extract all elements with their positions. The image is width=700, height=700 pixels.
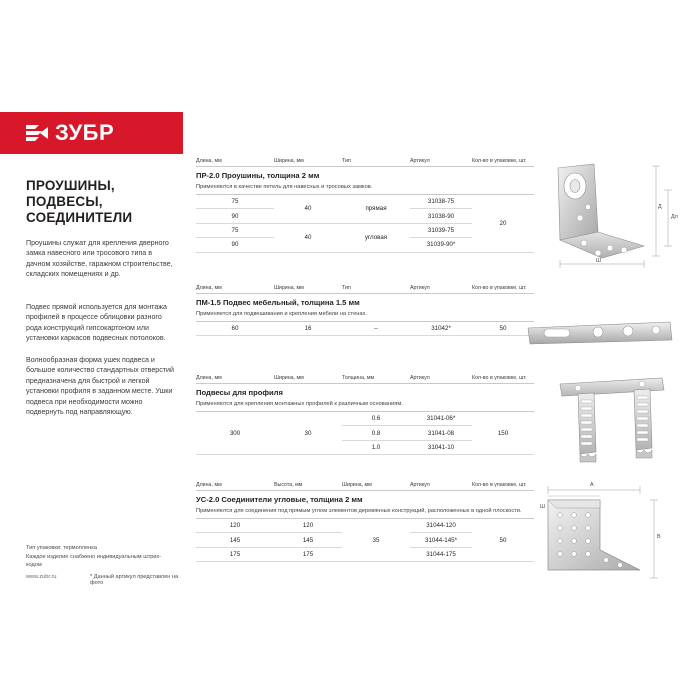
cell-thickness: 0.6 bbox=[342, 412, 410, 426]
cell-height: 175 bbox=[274, 547, 342, 561]
zubr-arrow-icon bbox=[26, 123, 48, 143]
cell-article: 31044-175 bbox=[410, 547, 472, 561]
intro-paragraph-1: Проушины служат для крепления дверного замка навесного или тросового типа в дачном хозяйстве, гаражном строительстве, складских помещениях и др. bbox=[26, 239, 173, 279]
spec-table bbox=[196, 321, 534, 336]
table-row bbox=[196, 322, 534, 336]
cell-length: 300 bbox=[196, 412, 274, 455]
block-title: Подвесы для профиля bbox=[196, 388, 283, 397]
col-thickness: Толщина, мм bbox=[342, 375, 375, 381]
product-block-pr20 bbox=[196, 158, 534, 253]
block-subtitle: Применяется для подвешивания и крепления мебели на стенах. bbox=[196, 311, 367, 317]
page-title-line-2: ПОДВЕСЫ, bbox=[26, 194, 103, 209]
spec-table bbox=[196, 411, 534, 455]
cell-article: 31038-75 bbox=[410, 195, 472, 209]
dim-label-height: Дл bbox=[671, 214, 678, 220]
website-link[interactable]: www.zubr.ru bbox=[26, 574, 57, 580]
spec-table bbox=[196, 194, 534, 253]
cell-article: 31038-90 bbox=[410, 209, 472, 223]
brand-band bbox=[0, 112, 183, 154]
cell-length: 75 bbox=[196, 223, 274, 237]
dim-label-v: В bbox=[657, 534, 661, 540]
col-qty: Кол-во в упаковке, шт. bbox=[472, 482, 527, 488]
left-column bbox=[0, 112, 183, 590]
cell-article: 31041-06* bbox=[410, 412, 472, 426]
block-title: ПМ-1.5 Подвес мебельный, толщина 1.5 мм bbox=[196, 298, 360, 307]
cell-thickness: 0.8 bbox=[342, 426, 410, 440]
cell-article: 31044-120 bbox=[410, 519, 472, 533]
col-article: Артикул bbox=[410, 158, 430, 164]
cell-length: 60 bbox=[196, 322, 274, 336]
angle-connector-photo bbox=[528, 482, 688, 587]
cell-article: 31039-90* bbox=[410, 238, 472, 252]
col-article: Артикул bbox=[410, 375, 430, 381]
col-article: Артикул bbox=[410, 285, 430, 291]
dim-label-sh: Ш bbox=[540, 504, 545, 510]
cell-type: прямая bbox=[342, 195, 410, 224]
product-block-pm15 bbox=[196, 285, 534, 336]
cell-article: 31041-10 bbox=[410, 440, 472, 454]
col-width: Ширина, мм bbox=[274, 375, 304, 381]
cell-article: 31042* bbox=[410, 322, 472, 336]
col-width: Ширина, мм bbox=[342, 482, 372, 488]
cell-qty: 50 bbox=[472, 519, 534, 562]
page-title bbox=[26, 178, 176, 226]
dim-label-a: А bbox=[590, 482, 594, 488]
intro-paragraph-2: Подвес прямой используется для монтажа профилей в процессе облицовки разного рода конструкций гипсокартоном или установки каркасов подвесных потолоков. bbox=[26, 303, 167, 343]
col-height: Высота, мм bbox=[274, 482, 303, 488]
col-article: Артикул bbox=[410, 482, 430, 488]
cell-type: угловая bbox=[342, 223, 410, 252]
cell-article: 31041-08 bbox=[410, 426, 472, 440]
cell-length: 90 bbox=[196, 238, 274, 252]
col-width: Ширина, мм bbox=[274, 158, 304, 164]
col-type: Тип bbox=[342, 285, 351, 291]
brand-name: ЗУБР bbox=[55, 120, 115, 145]
col-length: Длина, мм bbox=[196, 285, 222, 291]
dim-label-length: Д bbox=[658, 204, 662, 210]
col-width: Ширина, мм bbox=[274, 285, 304, 291]
cell-width: 16 bbox=[274, 322, 342, 336]
cell-length: 145 bbox=[196, 533, 274, 547]
block-title: УС-2.0 Соединители угловые, толщина 2 мм bbox=[196, 495, 363, 504]
cell-length: 120 bbox=[196, 519, 274, 533]
cell-width: 40 bbox=[274, 223, 342, 252]
cell-qty: 20 bbox=[472, 195, 534, 253]
block-subtitle: Применяются в качестве петель для навесных и тросовых замков. bbox=[196, 184, 373, 190]
cell-height: 120 bbox=[274, 519, 342, 533]
col-qty: Кол-во в упаковке, шт. bbox=[472, 375, 527, 381]
col-length: Длина, мм bbox=[196, 375, 222, 381]
cell-article: 31039-75 bbox=[410, 223, 472, 237]
block-subtitle: Применяются для соединения под прямым углом элементов деревянных конструкций, расположенных в одной плоскости. bbox=[196, 508, 522, 514]
intro-paragraph-3: Волнообразная форма ушек подвеса и большое количество стандартных отверстий предназначена для быстрой и легкой установки профиля в заданном месте. Ушки подвеса при необходимости можно подвернуть под направляющую. bbox=[26, 356, 174, 417]
cell-width: 35 bbox=[342, 519, 410, 562]
cell-thickness: 1.0 bbox=[342, 440, 410, 454]
block-subtitle: Применяются для крепления монтажных профилей к различным основаниям. bbox=[196, 401, 403, 407]
col-type: Тип bbox=[342, 158, 351, 164]
column-headers bbox=[196, 482, 534, 491]
furniture-hanger-photo bbox=[520, 310, 680, 355]
column-headers bbox=[196, 375, 534, 384]
column-headers bbox=[196, 158, 534, 167]
cell-height: 145 bbox=[274, 533, 342, 547]
cell-article: 31044-145* bbox=[410, 533, 472, 547]
block-title: ПР-2.0 Проушины, толщина 2 мм bbox=[196, 171, 320, 180]
packaging-note: Тип упаковки: термопленка bbox=[26, 545, 97, 551]
col-qty: Кол-во в упаковке, шт. bbox=[472, 158, 527, 164]
cell-width: 30 bbox=[274, 412, 342, 455]
cell-length: 90 bbox=[196, 209, 274, 223]
column-headers bbox=[196, 285, 534, 294]
cell-qty: 150 bbox=[472, 412, 534, 455]
table-row bbox=[196, 195, 534, 209]
col-qty: Кол-во в упаковке, шт. bbox=[472, 285, 527, 291]
col-length: Длина, мм bbox=[196, 158, 222, 164]
page-title-line-3: СОЕДИНИТЕЛИ bbox=[26, 210, 133, 225]
cell-length: 175 bbox=[196, 547, 274, 561]
cell-type: – bbox=[342, 322, 410, 336]
spec-table bbox=[196, 518, 534, 562]
cell-width: 40 bbox=[274, 195, 342, 224]
table-row bbox=[196, 519, 534, 533]
dim-label-width: Ш bbox=[596, 258, 601, 264]
cell-qty: 50 bbox=[472, 322, 534, 336]
product-block-us20 bbox=[196, 482, 534, 562]
profile-hanger-photo bbox=[542, 368, 692, 473]
bracket-angle-photo bbox=[540, 160, 690, 270]
article-footnote: * Данный артикул представлен на фото bbox=[90, 574, 179, 586]
barcode-note: Каждое изделие снабжено индивидуальным штрих-кодом bbox=[26, 554, 162, 569]
page-title-line-1: ПРОУШИНЫ, bbox=[26, 178, 115, 193]
table-row bbox=[196, 412, 534, 426]
col-length: Длина, мм bbox=[196, 482, 222, 488]
product-block-profile-hangers bbox=[196, 375, 534, 455]
cell-length: 75 bbox=[196, 195, 274, 209]
